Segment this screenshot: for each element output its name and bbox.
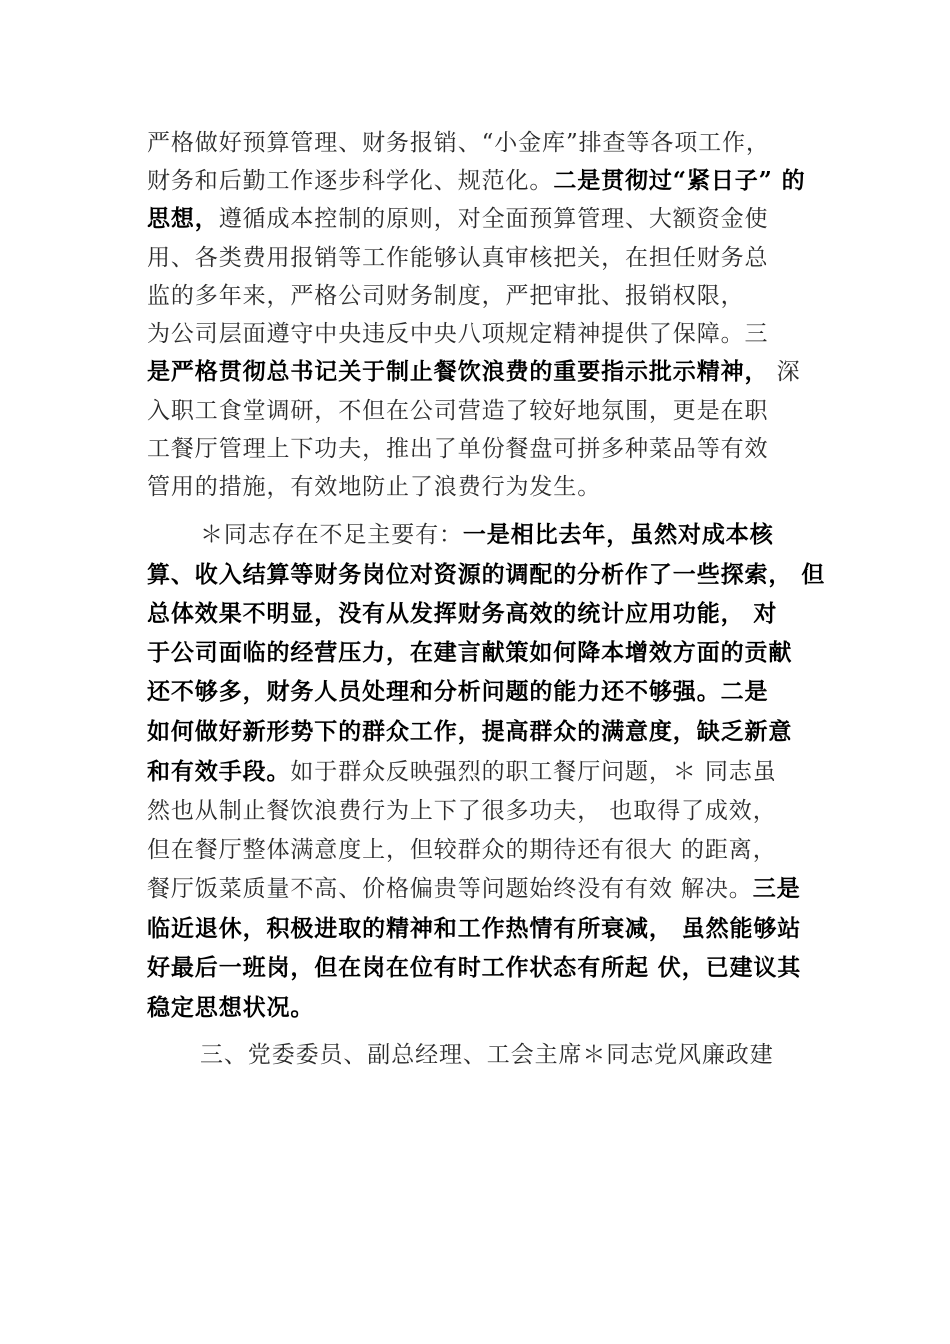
text-segment: 如于群众反映强烈的职工餐厅问题，＊ 同志虽 bbox=[290, 759, 777, 785]
text-line bbox=[147, 993, 314, 1023]
text-line bbox=[147, 319, 768, 349]
text-line bbox=[147, 757, 777, 787]
text-line bbox=[147, 796, 777, 826]
text-line bbox=[147, 835, 777, 865]
text-segment: 财务和后勤工作逐步科学化、规范化。 bbox=[147, 168, 554, 194]
text-segment: 用、各类费用报销等工作能够认真审核把关，在担任财务总 bbox=[147, 245, 769, 271]
text-line bbox=[147, 953, 801, 983]
text-line bbox=[147, 243, 768, 273]
bold-text-segment: 二是贯彻过“紧日子” 的 bbox=[553, 167, 806, 194]
text-line bbox=[200, 1040, 774, 1070]
text-segment: 为公司层面遵守中央违反中央八项规定精神提供了保障。三 bbox=[147, 321, 769, 347]
bold-text-segment: 三是 bbox=[752, 875, 801, 902]
text-line bbox=[147, 914, 801, 944]
text-line bbox=[147, 599, 777, 629]
text-segment: 遵循成本控制的原则，对全面预算管理、大额资金使 bbox=[218, 206, 769, 232]
text-line bbox=[147, 281, 745, 311]
text-segment: 管用的措施，有效地防止了浪费行为发生。 bbox=[147, 474, 602, 500]
text-line bbox=[147, 396, 768, 426]
text-segment: 但在餐厅整体满意度上，但较群众的期待还有很大 的距离， bbox=[147, 837, 777, 863]
bold-text-segment: 好最后一班岗，但在岗在位有时工作状态有所起 伏，已建议其 bbox=[147, 954, 802, 981]
bold-text-segment: 是严格贯彻总书记关于制止餐饮浪费的重要指示批示精神， bbox=[147, 358, 769, 385]
text-line bbox=[200, 520, 774, 550]
text-line bbox=[147, 874, 801, 904]
bold-text-segment: 如何做好新形势下的群众工作，提高群众的满意度，缺乏新意 bbox=[147, 718, 793, 745]
bold-text-segment: 一是相比去年，虽然对成本核 bbox=[462, 521, 774, 548]
text-segment: 然也从制止餐饮浪费行为上下了很多功夫， 也取得了成效， bbox=[147, 798, 777, 824]
bold-text-segment: 于公司面临的经营压力，在建言献策如何降本增效方面的贡献 bbox=[147, 639, 793, 666]
text-line bbox=[147, 472, 601, 502]
text-line bbox=[147, 166, 806, 196]
text-segment: 入职工食堂调研，不但在公司营造了较好地氛围，更是在职 bbox=[147, 398, 769, 424]
bold-text-segment: 总体效果不明显，没有从发挥财务高效的统计应用功能， 对 bbox=[147, 600, 778, 627]
text-line bbox=[147, 434, 768, 464]
text-line bbox=[147, 560, 825, 590]
bold-text-segment: 临近退休，积极进取的精神和工作热情有所衰减， 虽然能够站 bbox=[147, 915, 802, 942]
text-segment: 三、党委委员、副总经理、工会主席＊同志党风廉政建 bbox=[200, 1042, 774, 1068]
bold-text-segment: 和有效手段。 bbox=[147, 758, 291, 785]
text-line bbox=[147, 677, 768, 707]
text-segment: 餐厅饭菜质量不高、价格偏贵等问题始终没有有效 解决。 bbox=[147, 876, 753, 902]
bold-text-segment: 算、收入结算等财务岗位对资源的调配的分析作了一些探索， 但 bbox=[147, 561, 826, 588]
text-line bbox=[147, 717, 792, 747]
bold-text-segment: 还不够多，财务人员处理和分析问题的能力还不够强。二是 bbox=[147, 678, 769, 705]
text-segment: 监的多年来，严格公司财务制度，严把审批、报销权限， bbox=[147, 283, 745, 309]
text-line bbox=[147, 204, 768, 234]
text-segment: ＊同志存在不足主要有： bbox=[200, 522, 463, 548]
text-segment: 深 bbox=[768, 359, 801, 385]
text-line bbox=[147, 638, 792, 668]
bold-text-segment: 思想， bbox=[147, 205, 219, 232]
text-line bbox=[147, 128, 770, 158]
text-line bbox=[147, 357, 801, 387]
text-segment: 严格做好预算管理、财务报销、“小金库”排查等各项工作， bbox=[147, 130, 770, 156]
text-segment: 工餐厅管理上下功夫，推出了单份餐盘可拼多种菜品等有效 bbox=[147, 436, 769, 462]
bold-text-segment: 稳定思想状况。 bbox=[147, 994, 315, 1021]
